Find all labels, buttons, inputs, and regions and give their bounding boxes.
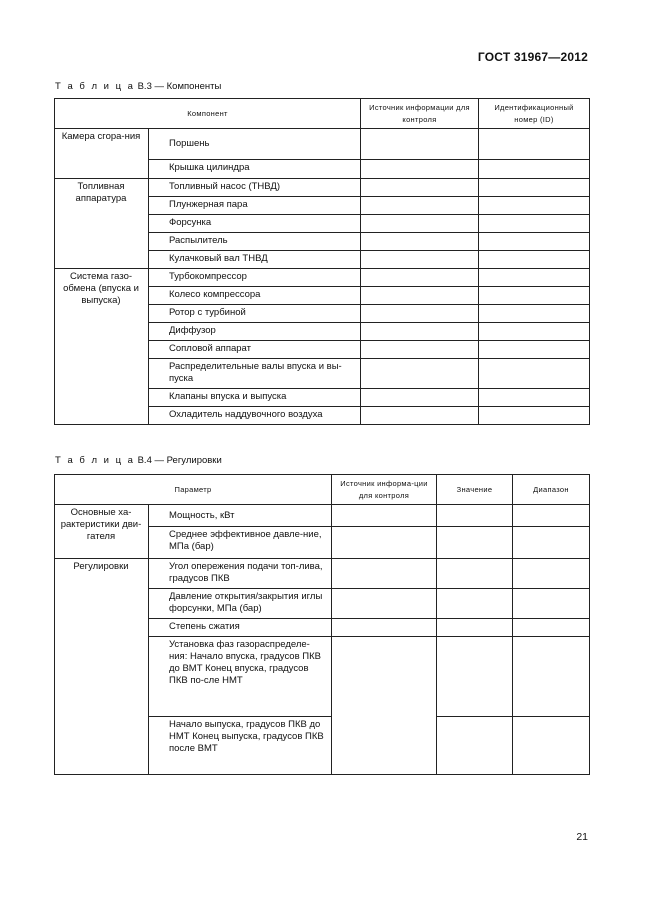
table-cell [479,129,590,160]
table-cell: Поршень [149,129,361,160]
table-cell: Плунжерная пара [149,197,361,215]
table-cell: Начало выпуска, градусов ПКВ до НМТ Конец выпуска, градусов ПКВ после ВМТ [149,717,332,775]
table-cell [361,129,479,160]
table-cell: Кулачковый вал ТНВД [149,251,361,269]
table-cell [361,251,479,269]
group-label: Топливная аппаратура [55,179,149,269]
caption-prefix: Т а б л и ц а [55,455,135,466]
table-cell [513,527,590,559]
table-cell [361,287,479,305]
caption-title: В.3 — Компоненты [134,81,222,92]
table-cell [437,505,513,527]
table-cell: Крышка цилиндра [149,160,361,179]
table-cell [479,269,590,287]
table-cell: Топливный насос (ТНВД) [149,179,361,197]
table-cell [479,341,590,359]
table-cell [332,637,437,775]
caption-prefix: Т а б л и ц а [55,81,135,92]
table-cell: Колесо компрессора [149,287,361,305]
table-cell [513,559,590,589]
table-cell [479,359,590,389]
table-components [54,98,590,425]
table-cell [361,179,479,197]
col-header-parameter: Параметр [55,475,332,505]
table-cell [361,341,479,359]
table-cell: Сопловой аппарат [149,341,361,359]
table-cell [332,619,437,637]
table-cell [361,197,479,215]
table-cell [513,717,590,775]
table-cell [513,505,590,527]
caption-title: В.4 — Регулировки [134,455,222,466]
document-code: ГОСТ 31967—2012 [477,50,588,64]
table-cell [361,160,479,179]
group-label: Система газо-обмена (впуска и выпуска) [55,269,149,425]
table-cell [361,233,479,251]
table-cell [479,389,590,407]
table-cell [437,527,513,559]
table-cell [479,305,590,323]
table-cell [479,323,590,341]
table-cell: Распределительные валы впуска и вы-пуска [149,359,361,389]
table-cell [332,589,437,619]
col-header-value: Значение [437,475,513,505]
table-cell [437,717,513,775]
col-header-id: Идентификационный номер (ID) [479,99,590,129]
table-cell [361,269,479,287]
col-header-range: Диапазон [513,475,590,505]
table-cell [361,323,479,341]
table-cell [437,619,513,637]
table-cell: Охладитель наддувочного воздуха [149,407,361,425]
table-cell: Давление открытия/закрытия иглы форсунки, МПа (бар) [149,589,332,619]
table-cell [479,251,590,269]
table-cell: Мощность, кВт [149,505,332,527]
table-cell [479,197,590,215]
table-cell: Турбокомпрессор [149,269,361,287]
table-b3-caption [55,81,221,92]
table-cell [332,527,437,559]
col-header-component: Компонент [55,99,361,129]
table-cell: Среднее эффективное давле-ние, МПа (бар) [149,527,332,559]
table-cell [513,589,590,619]
col-header-source: Источник информа-ции для контроля [332,475,437,505]
table-cell: Степень сжатия [149,619,332,637]
col-header-source: Источник информации для контроля [361,99,479,129]
group-label: Регулировки [55,559,149,775]
table-cell [513,637,590,717]
table-cell [361,305,479,323]
table-cell [361,359,479,389]
table-cell [361,407,479,425]
page-number: 21 [576,831,588,843]
table-cell: Угол опережения подачи топ-лива, градусов ПКВ [149,559,332,589]
table-cell [437,589,513,619]
table-cell [479,160,590,179]
table-cell [479,287,590,305]
table-b4-caption [55,455,222,466]
table-adjustments [54,474,590,775]
table-cell [361,215,479,233]
table-cell: Форсунка [149,215,361,233]
table-cell: Клапаны впуска и выпуска [149,389,361,407]
table-cell [437,559,513,589]
table-cell [437,637,513,717]
table-cell [479,179,590,197]
table-cell [513,619,590,637]
group-label: Основные ха-рактеристики дви-гателя [55,505,149,559]
table-cell: Диффузор [149,323,361,341]
table-cell [332,559,437,589]
table-cell [361,389,479,407]
table-cell: Ротор с турбиной [149,305,361,323]
table-cell [479,407,590,425]
table-cell: Распылитель [149,233,361,251]
table-cell [479,215,590,233]
table-cell: Установка фаз газораспределе-ния: Начало впуска, градусов ПКВ до ВМТ Конец впуска, градусов ПКВ по-сле НМТ [149,637,332,717]
group-label: Камера сгора-ния [55,129,149,179]
table-cell [332,505,437,527]
table-cell [479,233,590,251]
